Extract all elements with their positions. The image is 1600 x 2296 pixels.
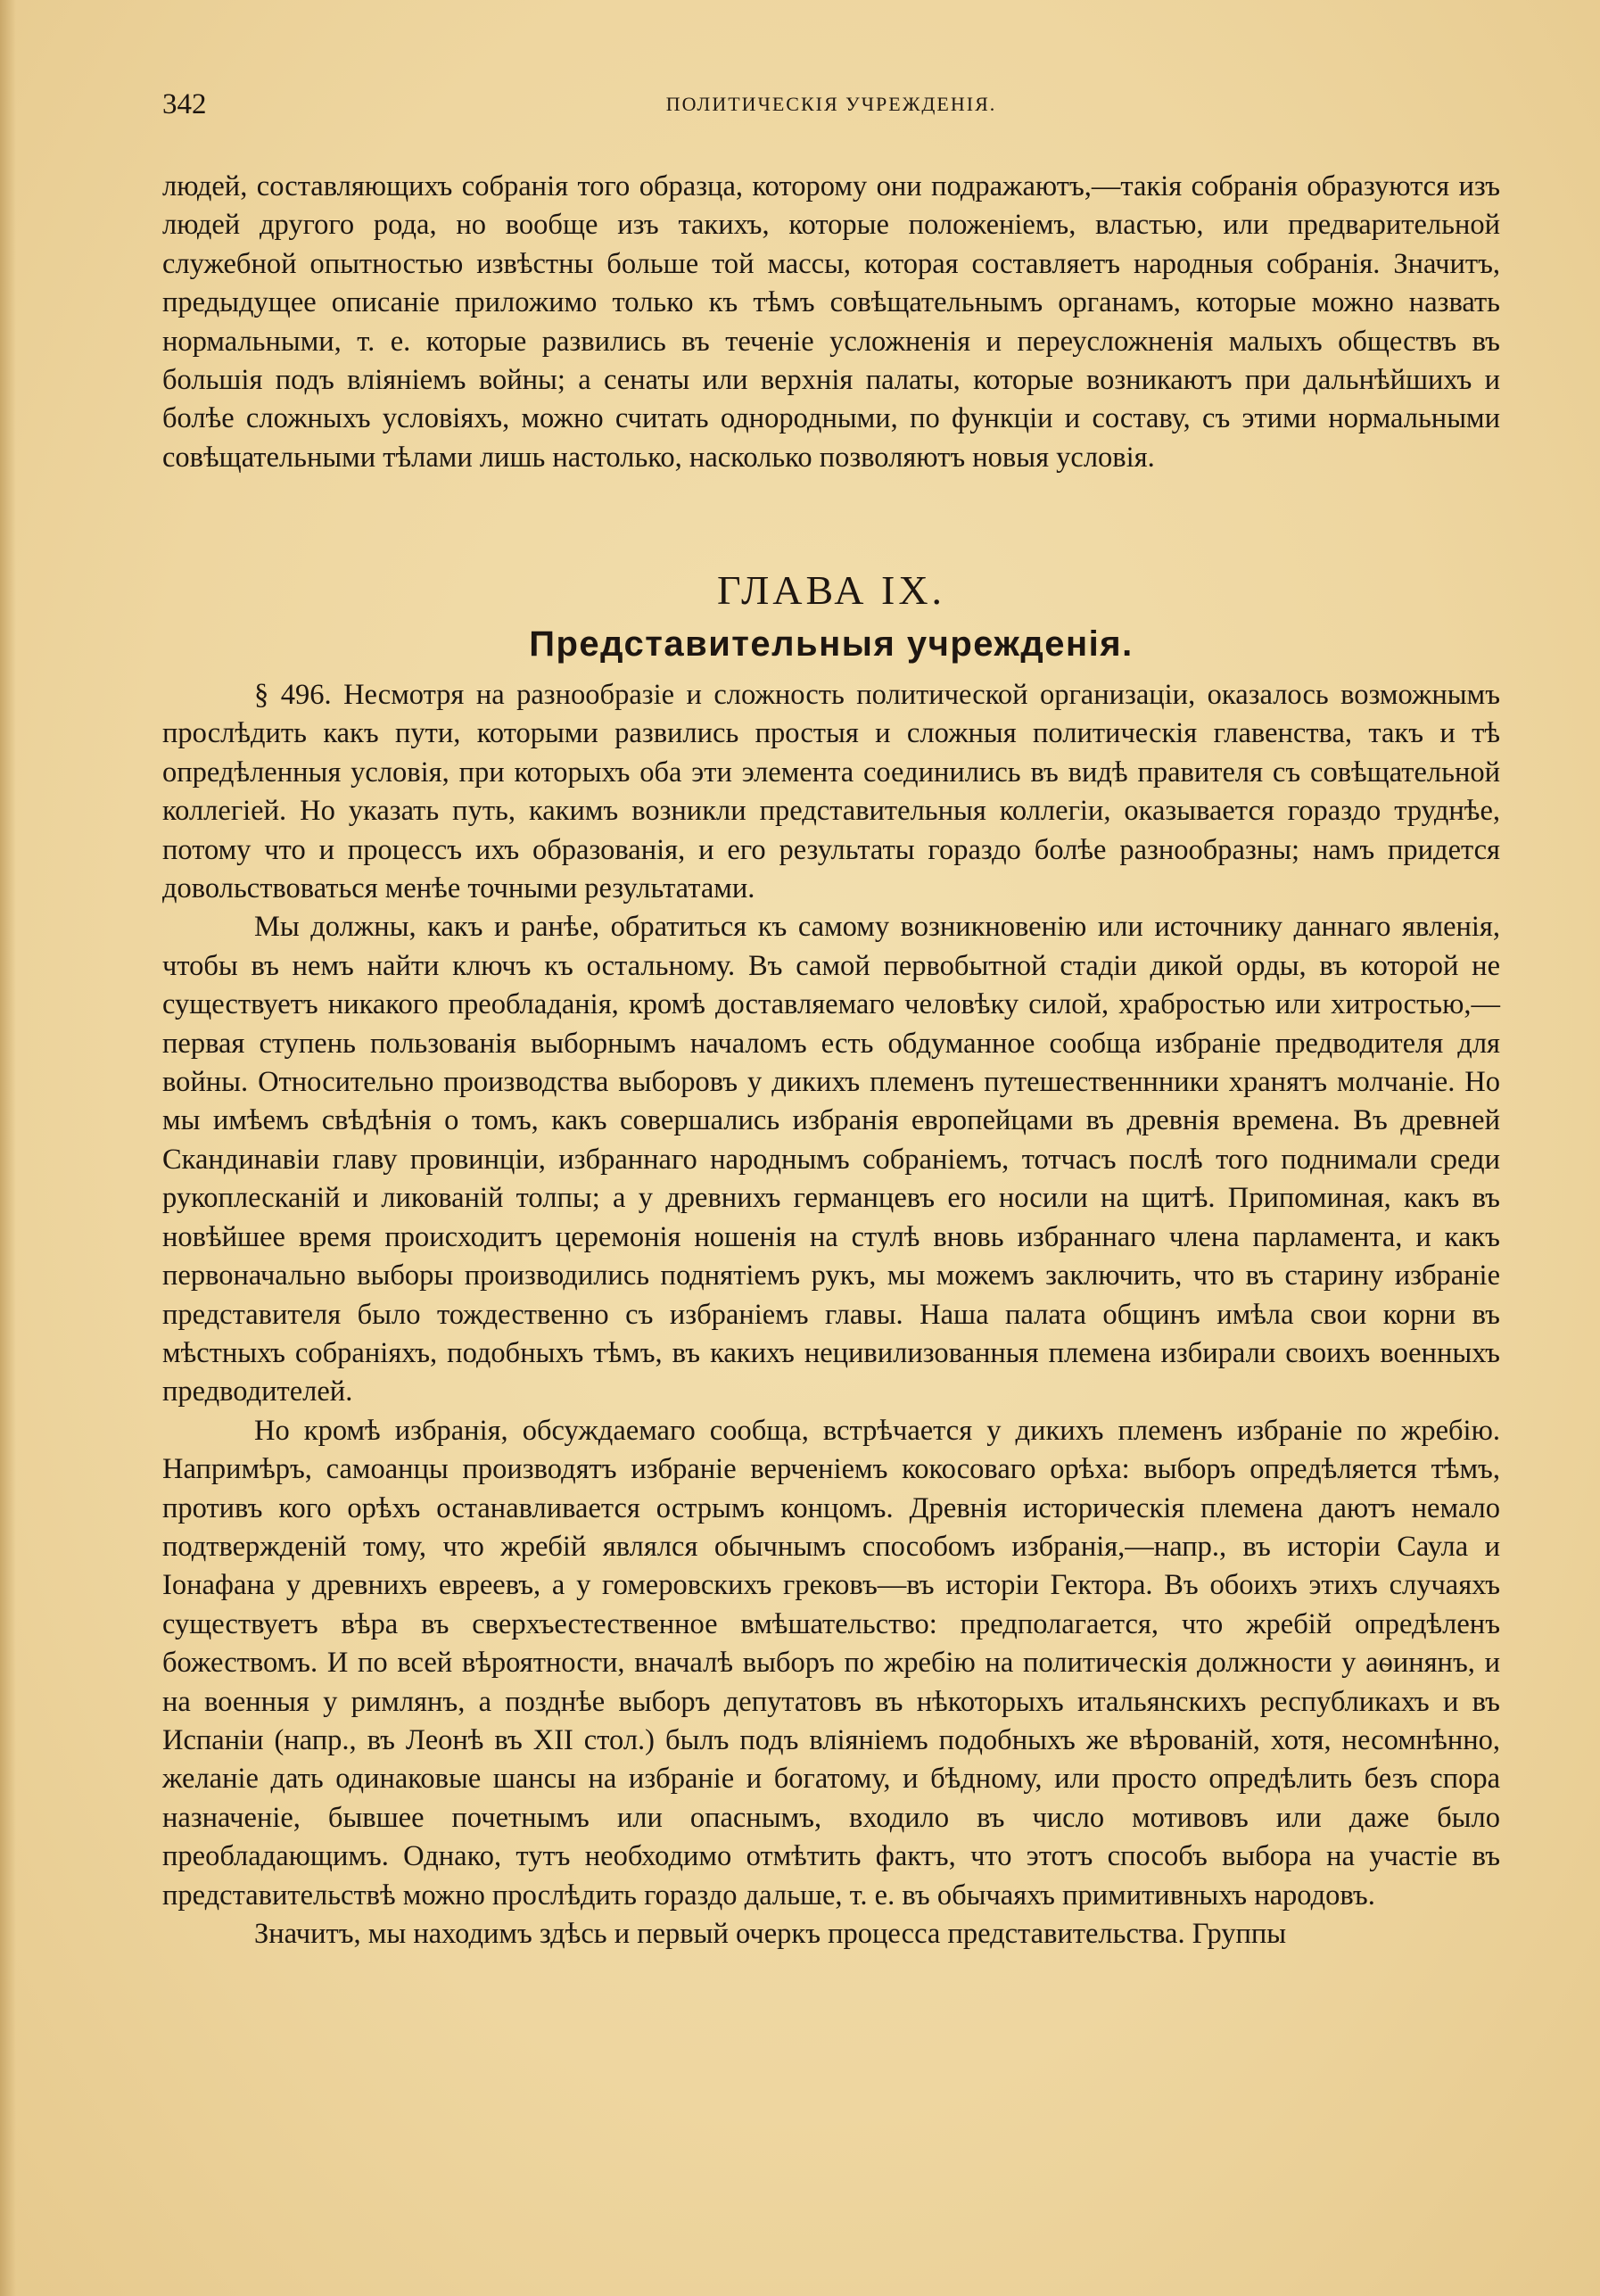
opening-text-block: [162, 168, 1500, 477]
paragraph: § 496. Несмотря на разнообразіе и сложность политической организаціи, оказалось возможнымъ прослѣдить какъ пути, которыми развились простыя и сложныя политическія главенства, такъ и тѣ опредѣленныя условія, при которыхъ оба эти элемента соединились въ видѣ правителя съ совѣщательной коллегіей. Но указать путь, какимъ возникли представительныя коллегіи, оказывается гораздо труднѣе, потому что и процессъ ихъ образованія, и его результаты гораздо болѣе разнообразны; намъ придется довольствоваться менѣе точными результатами.: [162, 679, 1500, 905]
opening-paragraph: людей, составляющихъ собранія того образца, которому они подражаютъ,—такія собранія образуются изъ людей другого рода, но вообще изъ такихъ, которые положеніемъ, властью, или предварительной служебной опытностью извѣстны больше той массы, которая составляетъ народныя собранія. Значитъ, предыдущее описаніе приложимо только къ тѣмъ совѣщательнымъ органамъ, которые можно назвать нормальными, т. е. которые развились въ теченіе усложненія и переусложненія малыхъ обществъ въ большія подъ вліяніемъ войны; а сенаты или верхнія палаты, которые возникаютъ при дальнѣйшихъ и болѣе сложныхъ условіяхъ, можно считать однородными, по функціи и составу, съ этими нормальными совѣщательными тѣлами лишь настолько, насколько позволяютъ новыя условія.: [162, 170, 1500, 474]
chapter-title: ГЛАВА IX.: [716, 567, 946, 613]
chapter-subtitle: Представительныя учрежденія.: [529, 624, 1134, 664]
page-edge-shadow: [0, 0, 16, 2296]
paragraph: Но кромѣ избранія, обсуждаемаго сообща, встрѣчается у дикихъ племенъ избраніе по жребію. Напримѣръ, самоанцы производятъ избраніе верченіемъ кокосоваго орѣха: выборъ опредѣляется тѣмъ, противъ кого орѣхъ останавливается острымъ концомъ. Древнія историческія племена даютъ немало подтвержденій тому, что жребій являлся обычнымъ способомъ избранія,—напр., въ исторіи Саула и Іонафана у древнихъ евреевъ, а у гомеровскихъ грековъ—въ исторіи Гектора. Въ обоихъ этихъ случаяхъ существуетъ вѣра въ сверхъестественное вмѣшательство: предполагается, что жребій опредѣленъ божествомъ. И по всей вѣроятности, вначалѣ выборъ по жребію на политическія должности у аѳинянъ, и на военныя у римлянъ, а позднѣе выборъ депутатовъ въ нѣкоторыхъ итальянскихъ республикахъ и въ Испаніи (напр., въ Леонѣ въ XII стол.) былъ подъ вліяніемъ подобныхъ же вѣрованій, хотя, несомнѣнно, желаніе дать одинаковые шансы на избраніе и богатому, и бѣдному, или просто опредѣлить безъ спора назначеніе, бывшее почетнымъ или опаснымъ, входило въ число мотивовъ или даже было преобладающимъ. Однако, тутъ необходимо отмѣтить фактъ, что этотъ способъ выбора на участіе въ представительствѣ можно прослѣдить гораздо дальше, т. е. въ обычаяхъ примитивныхъ народовъ.: [162, 1414, 1500, 1912]
page-number: 342: [162, 88, 207, 120]
page-header: [162, 82, 1500, 127]
paragraph: Мы должны, какъ и ранѣе, обратиться къ самому возникновенію или источнику даннаго явленія, чтобы въ немъ найти ключъ къ остальному. Въ самой первобытной стадіи дикой орды, въ которой не существуетъ никакого преобладанія, кромѣ доставляемаго человѣку силой, храбростью или хитростью,—первая ступень пользованія выборнымъ началомъ есть обдуманное сообща избраніе предводителя для войны. Относительно производства выборовъ у дикихъ племенъ путешественнники хранятъ молчаніе. Но мы имѣемъ свѣдѣнія о томъ, какъ совершались избранія европейцами въ древнія времена. Въ древней Скандинавіи главу провинціи, избраннаго народнымъ собраніемъ, тотчасъ послѣ того поднимали среди рукоплесканій и ликованій толпы; а у древнихъ германцевъ его носили на щитѣ. Припоминая, какъ въ новѣйшее время происходитъ церемонія ношенія на стулѣ вновь избраннаго члена парламента, и какъ первоначально выборы производились поднятіемъ рукъ, мы можемъ заключить, что въ старину избраніе представителя было тождественно съ избраніемъ главы. Наша палата общинъ имѣла свои корни въ мѣстныхъ собраніяхъ, подобныхъ тѣмъ, въ какихъ нецивилизованныя племена избирали своихъ военныхъ предводителей.: [162, 911, 1500, 1408]
paragraph: Значитъ, мы находимъ здѣсь и первый очеркъ процесса представительства. Группы: [254, 1918, 1287, 1950]
chapter-body: [162, 676, 1500, 1953]
running-head: ПОЛИТИЧЕСКІЯ УЧРЕЖДЕНІЯ.: [665, 93, 997, 115]
